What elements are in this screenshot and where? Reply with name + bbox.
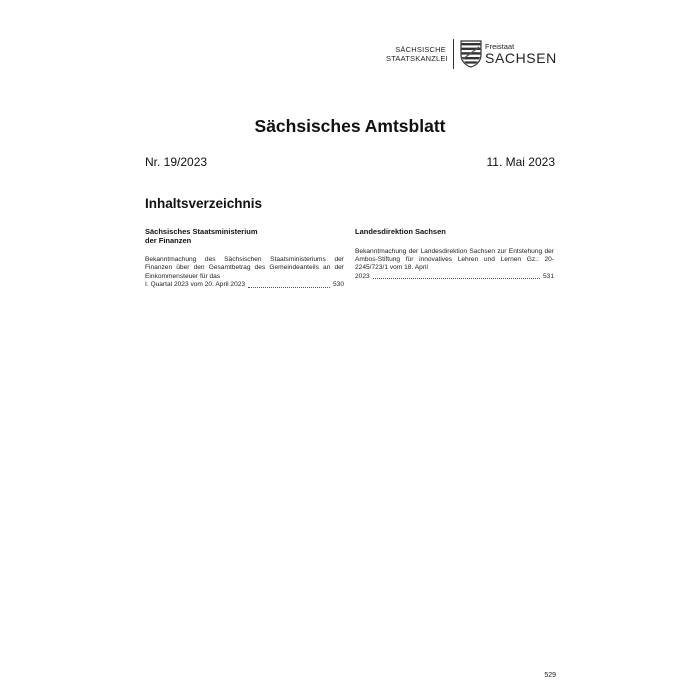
toc-entry-text: Bekanntmachung des Sächsischen Staatsministeriums der Finanzen über den Gesamtbetrag des Gemeindeanteils an der Einkommensteuer für das xyxy=(145,256,344,280)
dot-leader xyxy=(248,287,330,288)
dot-leader xyxy=(373,278,540,279)
toc-entry-page: 530 xyxy=(332,281,344,289)
toc-entry-text: Bekanntmachung der Landesdirektion Sachsen zur Entstehung der Ambos-Stiftung für innovatives Lehren und Lernen Gz.: 20-2245/723/1 vom 18. April xyxy=(355,247,554,272)
staatskanzlei-label xyxy=(386,45,446,63)
toc-column-right xyxy=(355,228,554,281)
toc-entry[interactable] xyxy=(355,248,554,282)
issue-number: Nr. 19/2023 xyxy=(145,155,208,169)
toc-heading: Inhaltsverzeichnis xyxy=(145,196,263,211)
toc-entry-lastline xyxy=(355,273,554,281)
page-number: 529 xyxy=(544,672,556,679)
freistaat-label: Freistaat xyxy=(485,41,515,51)
issue-row xyxy=(145,155,555,169)
freistaat-sachsen-wordmark xyxy=(485,43,557,66)
toc-entry-lastline xyxy=(145,281,344,289)
toc-entry[interactable] xyxy=(145,256,344,290)
header-logo xyxy=(386,38,557,70)
toc-entry-last-text: 2023 xyxy=(355,272,370,280)
toc-entry-page: 531 xyxy=(542,272,554,280)
issue-date: 11. Mai 2023 xyxy=(486,155,555,169)
kanzlei-line-1: SÄCHSISCHE xyxy=(395,45,446,54)
section-title-line-1: Sächsisches Staatsministerium xyxy=(145,227,258,236)
kanzlei-line-2: STAATSKANZLEI xyxy=(386,54,448,63)
toc-entry-last-text: I. Quartal 2023 vom 20. April 2023 xyxy=(145,281,246,289)
section-title-line-2: der Finanzen xyxy=(145,235,192,245)
sachsen-label: SACHSEN xyxy=(485,50,557,67)
toc-section-title: Landesdirektion Sachsen xyxy=(355,227,446,236)
toc-section-title xyxy=(145,228,344,245)
saxony-crest-icon xyxy=(460,40,482,68)
logo-divider xyxy=(453,39,454,69)
document-title: Sächsisches Amtsblatt xyxy=(254,116,446,136)
toc-column-left xyxy=(145,228,344,290)
